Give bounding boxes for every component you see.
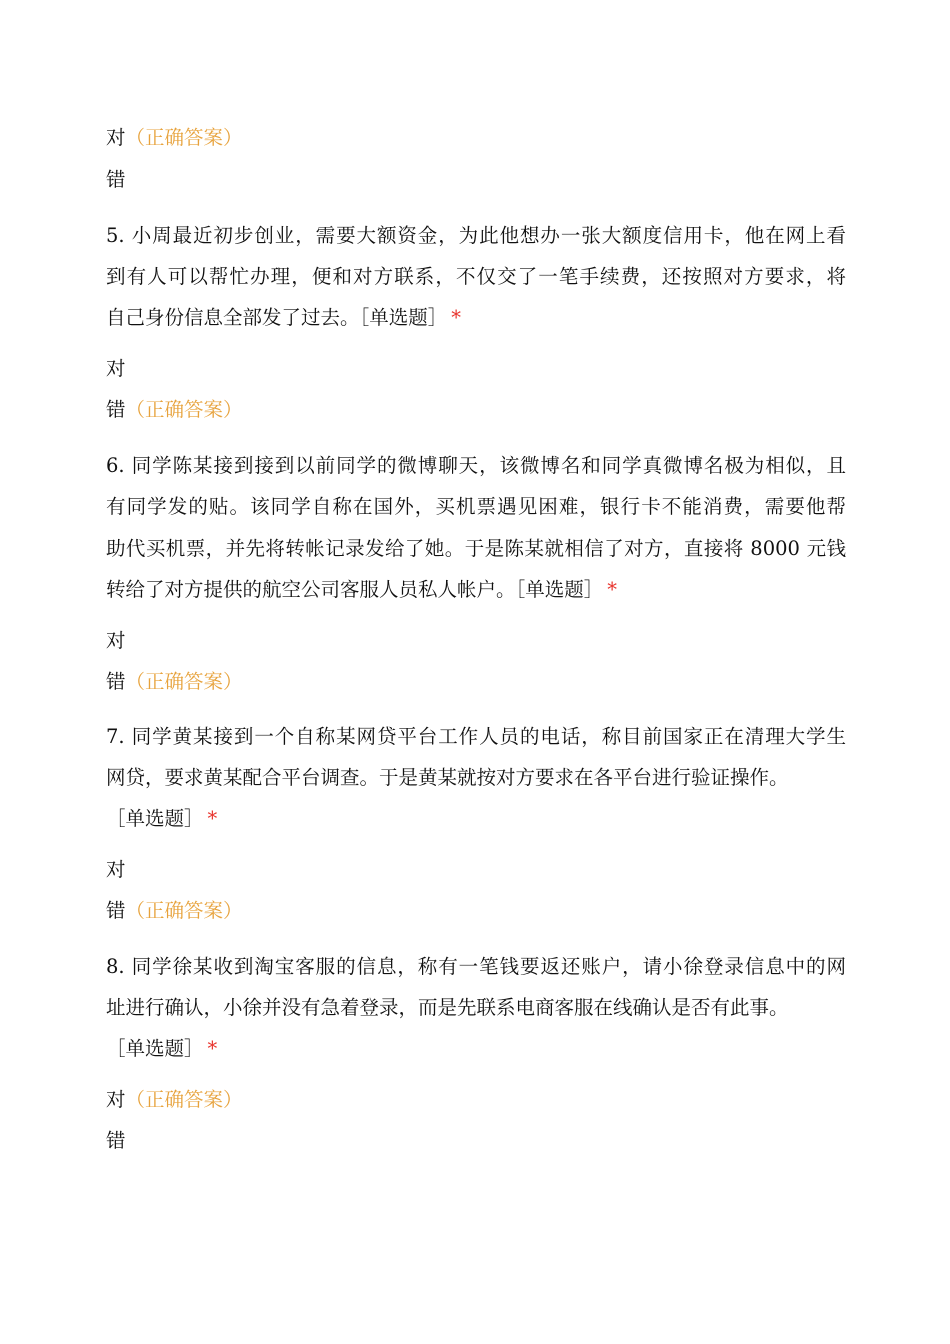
option-label: 错 [106,1129,126,1152]
question-8-text-line-1: 8. 同学徐某收到淘宝客服的信息，称有一笔钱要返还账户，请小徐登录信息中的网 [106,955,846,978]
option-label: 对 [106,629,126,652]
question-8-text-line-2: 址进行确认，小徐并没有急着登录，而是先联系电商客服在线确认是否有此事。 [106,996,789,1019]
option-row[interactable] [106,357,846,381]
question-5-text-line-3-text: 自己身份信息全部发了过去。 [106,306,360,329]
option-label: 对 [106,126,126,149]
question-6-text-line-3: 助代买机票，并先将转帐记录发给了她。于是陈某就相信了对方，直接将 8000 元钱 [106,537,846,560]
option-label: 错 [106,398,126,421]
required-marker: * [607,578,618,601]
option-row[interactable] [106,629,846,653]
option-row[interactable] [106,398,846,422]
question-5-text-line-1: 5. 小周最近初步创业，需要大额资金，为此他想办一张大额度信用卡，他在网上看 [106,224,846,247]
question-5-text-line-3 [106,306,846,330]
question-6-text-line-1: 6. 同学陈某接到接到以前同学的微博聊天，该微博名和同学真微博名极为相似，且 [106,454,846,477]
question-type-tag: ［单选题］ [515,578,604,601]
question-6-text-line-4 [106,578,846,602]
option-row[interactable] [106,168,846,192]
question-type-tag: ［单选题］ [359,306,448,329]
question-7-text-line-2: 网贷，要求黄某配合平台调查。于是黄某就按对方要求在各平台进行验证操作。 [106,766,789,789]
option-row[interactable] [106,126,846,150]
correct-answer-note: （正确答案） [125,1088,243,1111]
option-label: 错 [106,168,126,191]
correct-answer-note: （正确答案） [125,398,243,421]
question-type-tag: ［单选题］ [106,807,204,830]
option-row[interactable] [106,899,846,923]
option-row[interactable] [106,1088,846,1112]
correct-answer-note: （正确答案） [125,899,243,922]
option-label: 错 [106,670,126,693]
question-7-tag-line [106,807,846,831]
required-marker: * [207,1037,218,1060]
option-row[interactable] [106,858,846,882]
question-6-text-line-2: 有同学发的贴。该同学自称在国外，买机票遇见困难，银行卡不能消费，需要他帮 [106,495,846,518]
correct-answer-note: （正确答案） [125,126,243,149]
question-7-text-line-1: 7. 同学黄某接到一个自称某网贷平台工作人员的电话，称目前国家正在清理大学生 [106,725,846,748]
option-label: 对 [106,1088,126,1111]
option-row[interactable] [106,670,846,694]
option-label: 错 [106,899,126,922]
correct-answer-note: （正确答案） [125,670,243,693]
option-row[interactable] [106,1129,846,1153]
required-marker: * [451,306,462,329]
option-label: 对 [106,858,126,881]
question-8-tag-line [106,1037,846,1061]
question-6-text-line-4-text: 转给了对方提供的航空公司客服人员私人帐户。 [106,578,516,601]
question-type-tag: ［单选题］ [106,1037,204,1060]
option-label: 对 [106,357,126,380]
required-marker: * [207,807,218,830]
question-5-text-line-2: 到有人可以帮忙办理，便和对方联系，不仅交了一笔手续费，还按照对方要求，将 [106,265,846,288]
